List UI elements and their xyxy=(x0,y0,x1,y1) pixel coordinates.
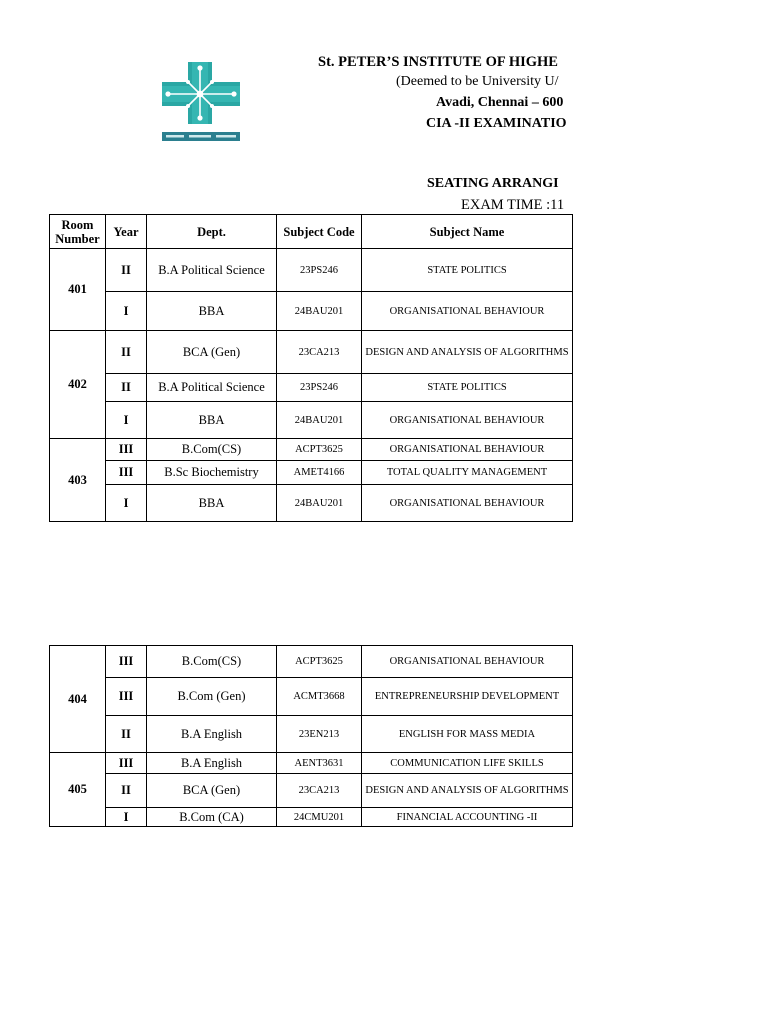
room-number: 403 xyxy=(50,439,106,522)
subject-code-cell: 23PS246 xyxy=(277,249,362,292)
institute-address: Avadi, Chennai – 600 xyxy=(436,95,564,110)
dept-cell: B.Com (Gen) xyxy=(147,678,277,716)
subject-code-cell: 24CMU201 xyxy=(277,808,362,827)
table-row xyxy=(50,753,573,774)
subject-code-cell: AENT3631 xyxy=(277,753,362,774)
year-cell: II xyxy=(106,331,147,374)
institute-name: St. PETER’S INSTITUTE OF HIGHE xyxy=(318,54,558,70)
subject-code-cell: 23PS246 xyxy=(277,374,362,402)
dept-cell: B.Sc Biochemistry xyxy=(147,461,277,485)
seating-title: SEATING ARRANGI xyxy=(427,176,559,191)
year-cell: I xyxy=(106,485,147,522)
subject-name-cell: STATE POLITICS xyxy=(362,374,573,402)
dept-cell: B.Com (CA) xyxy=(147,808,277,827)
table-header-row xyxy=(50,215,573,249)
subject-code-cell: ACPT3625 xyxy=(277,646,362,678)
dept-cell: BBA xyxy=(147,402,277,439)
year-cell: II xyxy=(106,774,147,808)
dept-cell: BBA xyxy=(147,292,277,331)
dept-cell: BBA xyxy=(147,485,277,522)
subject-name-cell: DESIGN AND ANALYSIS OF ALGORITHMS xyxy=(362,331,573,374)
table-row xyxy=(50,461,573,485)
subject-name-cell: STATE POLITICS xyxy=(362,249,573,292)
subject-name-cell: FINANCIAL ACCOUNTING -II xyxy=(362,808,573,827)
room-number: 401 xyxy=(50,249,106,331)
dept-cell: B.A Political Science xyxy=(147,374,277,402)
table-row xyxy=(50,374,573,402)
subject-name-cell: ORGANISATIONAL BEHAVIOUR xyxy=(362,439,573,461)
subject-name-cell: ORGANISATIONAL BEHAVIOUR xyxy=(362,292,573,331)
year-cell: III xyxy=(106,461,147,485)
subject-name-cell: DESIGN AND ANALYSIS OF ALGORITHMS xyxy=(362,774,573,808)
exam-title: CIA -II EXAMINATIO xyxy=(426,116,567,131)
subject-name-cell: ENGLISH FOR MASS MEDIA xyxy=(362,716,573,753)
table-row xyxy=(50,439,573,461)
table-row xyxy=(50,774,573,808)
room-number: 402 xyxy=(50,331,106,439)
year-cell: II xyxy=(106,716,147,753)
dept-cell: B.A Political Science xyxy=(147,249,277,292)
year-cell: I xyxy=(106,402,147,439)
table-row xyxy=(50,646,573,678)
seating-table-2 xyxy=(49,645,573,827)
table-row xyxy=(50,249,573,292)
year-cell: III xyxy=(106,678,147,716)
exam-time: EXAM TIME :11 xyxy=(461,197,565,213)
subject-code-cell: ACPT3625 xyxy=(277,439,362,461)
table-row xyxy=(50,292,573,331)
header-subject-name: Subject Name xyxy=(362,215,573,249)
dept-cell: B.A English xyxy=(147,753,277,774)
table-row xyxy=(50,808,573,827)
subject-name-cell: ORGANISATIONAL BEHAVIOUR xyxy=(362,485,573,522)
dept-cell: B.Com(CS) xyxy=(147,646,277,678)
subject-name-cell: ORGANISATIONAL BEHAVIOUR xyxy=(362,646,573,678)
seating-table-1 xyxy=(49,214,573,522)
table-row xyxy=(50,331,573,374)
year-cell: III xyxy=(106,753,147,774)
subject-code-cell: 23EN213 xyxy=(277,716,362,753)
dept-cell: B.A English xyxy=(147,716,277,753)
subject-code-cell: 23CA213 xyxy=(277,774,362,808)
subject-name-cell: ENTREPRENEURSHIP DEVELOPMENT xyxy=(362,678,573,716)
subject-code-cell: AMET4166 xyxy=(277,461,362,485)
year-cell: III xyxy=(106,646,147,678)
university-status: (Deemed to be University U/ xyxy=(396,74,559,89)
subject-name-cell: COMMUNICATION LIFE SKILLS xyxy=(362,753,573,774)
year-cell: II xyxy=(106,249,147,292)
dept-cell: B.Com(CS) xyxy=(147,439,277,461)
header-year: Year xyxy=(106,215,147,249)
table-row xyxy=(50,485,573,522)
dept-cell: BCA (Gen) xyxy=(147,331,277,374)
table-row xyxy=(50,678,573,716)
subject-name-cell: TOTAL QUALITY MANAGEMENT xyxy=(362,461,573,485)
subject-name-cell: ORGANISATIONAL BEHAVIOUR xyxy=(362,402,573,439)
table-row xyxy=(50,402,573,439)
table-row xyxy=(50,716,573,753)
subject-code-cell: 23CA213 xyxy=(277,331,362,374)
year-cell: II xyxy=(106,374,147,402)
subject-code-cell: ACMT3668 xyxy=(277,678,362,716)
subject-code-cell: 24BAU201 xyxy=(277,292,362,331)
header-dept: Dept. xyxy=(147,215,277,249)
room-number: 404 xyxy=(50,646,106,753)
header-room-number: Room Number xyxy=(50,215,106,249)
year-cell: I xyxy=(106,808,147,827)
document-header xyxy=(0,0,572,215)
subject-code-cell: 24BAU201 xyxy=(277,485,362,522)
room-number: 405 xyxy=(50,753,106,827)
year-cell: III xyxy=(106,439,147,461)
header-subject-code: Subject Code xyxy=(277,215,362,249)
subject-code-cell: 24BAU201 xyxy=(277,402,362,439)
year-cell: I xyxy=(106,292,147,331)
dept-cell: BCA (Gen) xyxy=(147,774,277,808)
